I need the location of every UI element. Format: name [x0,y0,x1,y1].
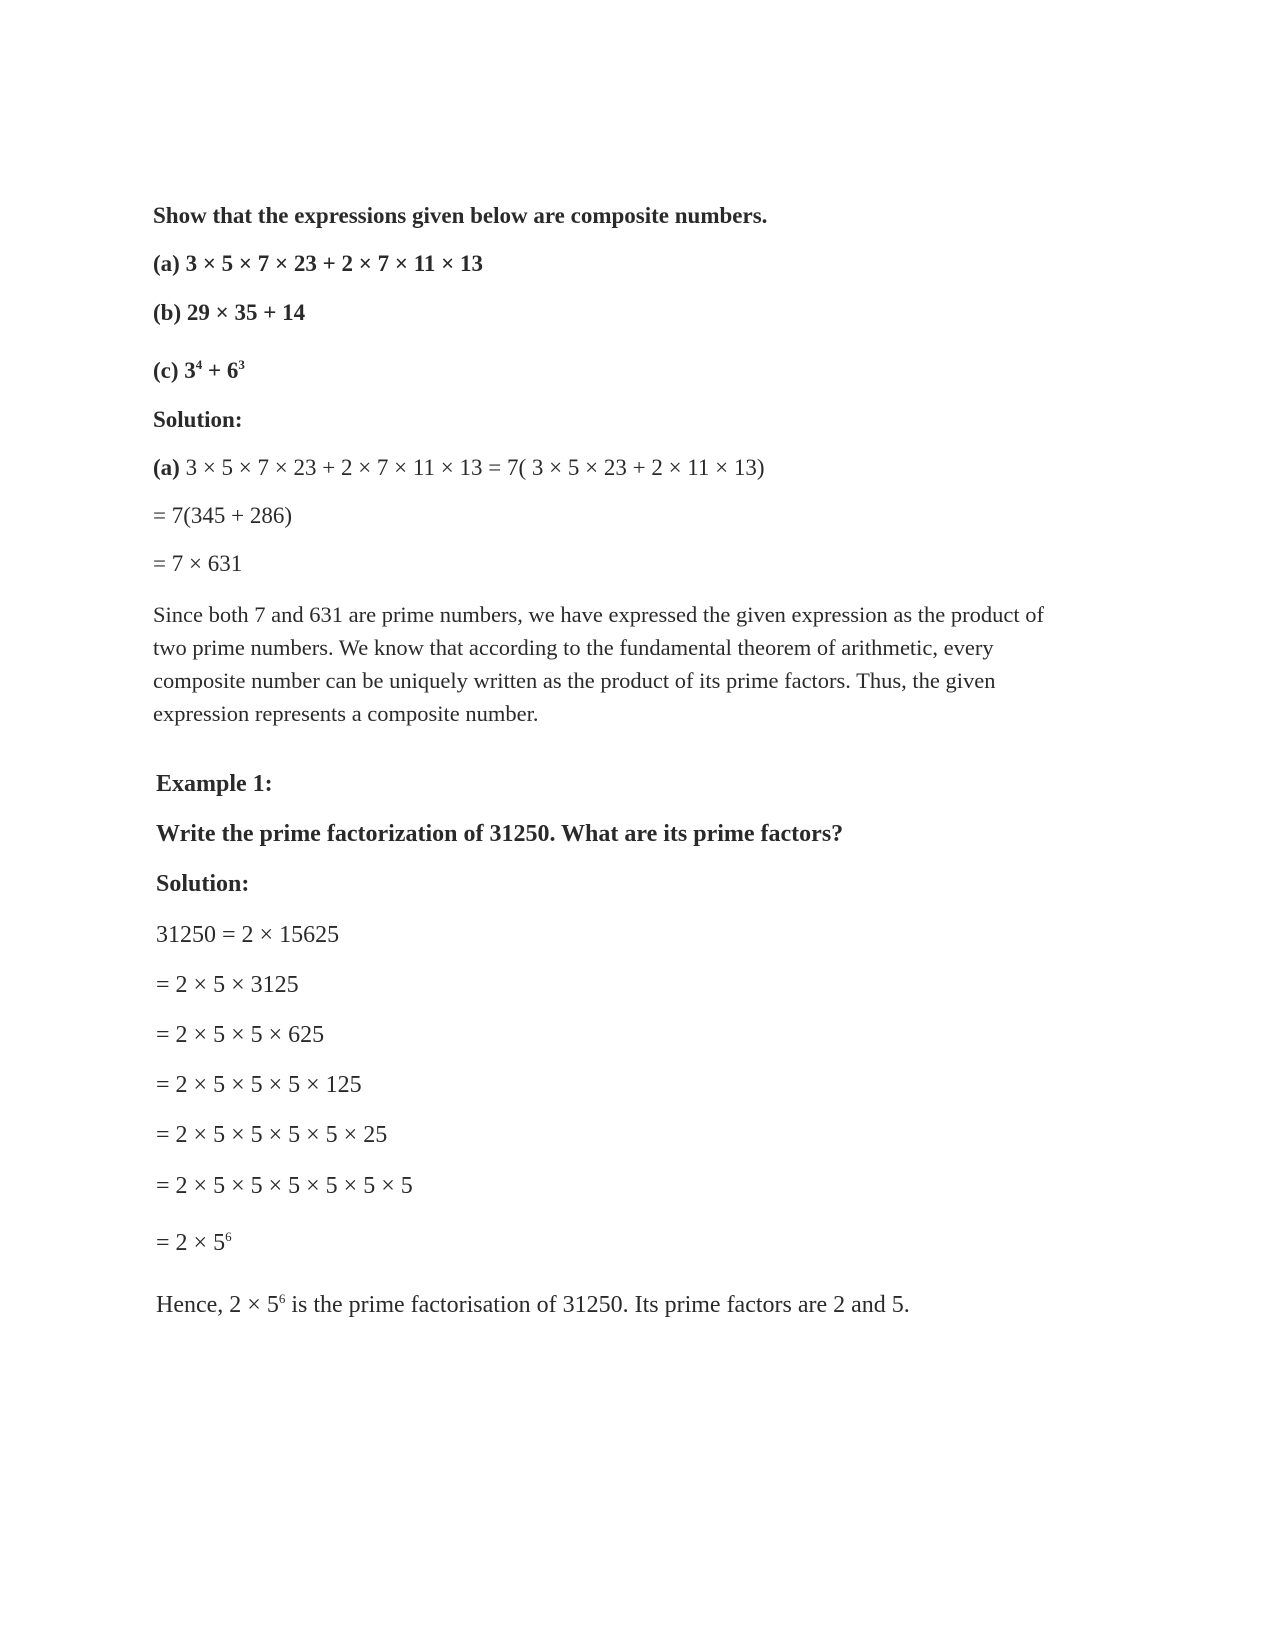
problem-part-b: (b) 29 × 35 + 14 [153,300,306,325]
example-solution-label: Solution: [156,871,250,897]
solution-step-3: = 7 × 631 [153,551,243,576]
problem-question: Show that the expressions given below are composite numbers. [153,203,768,228]
explanation-paragraph [153,598,1133,730]
factorization-step: = 2 × 5 × 5 × 625 [156,1022,325,1048]
problem-part-a: (a) 3 × 5 × 7 × 23 + 2 × 7 × 11 × 13 [153,251,484,276]
final-base: = 2 × 5 [156,1230,226,1256]
conclusion-prefix: Hence, 2 × 5 [156,1292,279,1318]
factorization-step: = 2 × 5 × 5 × 5 × 5 × 5 × 5 [156,1173,413,1199]
conclusion-exponent: 6 [278,1291,286,1306]
solution-part-a [153,454,765,482]
example-question: Write the prime factorization of 31250. What are its prime factors? [156,821,844,847]
conclusion-suffix: is the prime factorisation of 31250. Its prime factors are 2 and 5. [285,1292,910,1318]
solution-part-a-label: (a) [153,455,180,480]
factorization-step: 31250 = 2 × 15625 [156,922,340,948]
explanation-line: Since both 7 and 631 are prime numbers, we have expressed the given expression as the product of [153,602,1044,627]
problem-part-c [153,357,245,385]
example-title: Example 1: [156,771,273,797]
solution-step-2: = 7(345 + 286) [153,503,293,528]
explanation-line: composite number can be uniquely written as the product of its prime factors. Thus, the given [153,668,996,693]
final-exponent: 6 [225,1229,232,1244]
part-c-exponent-2: 3 [238,357,245,372]
factorization-final [156,1229,232,1257]
factorization-step: = 2 × 5 × 5 × 5 × 125 [156,1072,362,1098]
example-conclusion [156,1291,910,1319]
solution-label: Solution: [153,407,243,432]
part-c-base1: (c) 3 [153,358,196,383]
part-c-exponent-1: 4 [195,357,203,372]
factorization-step: = 2 × 5 × 5 × 5 × 5 × 25 [156,1122,388,1148]
part-c-base2: + 6 [202,358,239,383]
explanation-line: expression represents a composite number. [153,701,539,726]
explanation-line: two prime numbers. We know that according to the fundamental theorem of arithmetic, every [153,635,994,660]
factorization-step: = 2 × 5 × 3125 [156,972,299,998]
solution-part-a-expression: 3 × 5 × 7 × 23 + 2 × 7 × 11 × 13 = 7( 3 × 5 × 23 + 2 × 11 × 13) [179,455,765,480]
